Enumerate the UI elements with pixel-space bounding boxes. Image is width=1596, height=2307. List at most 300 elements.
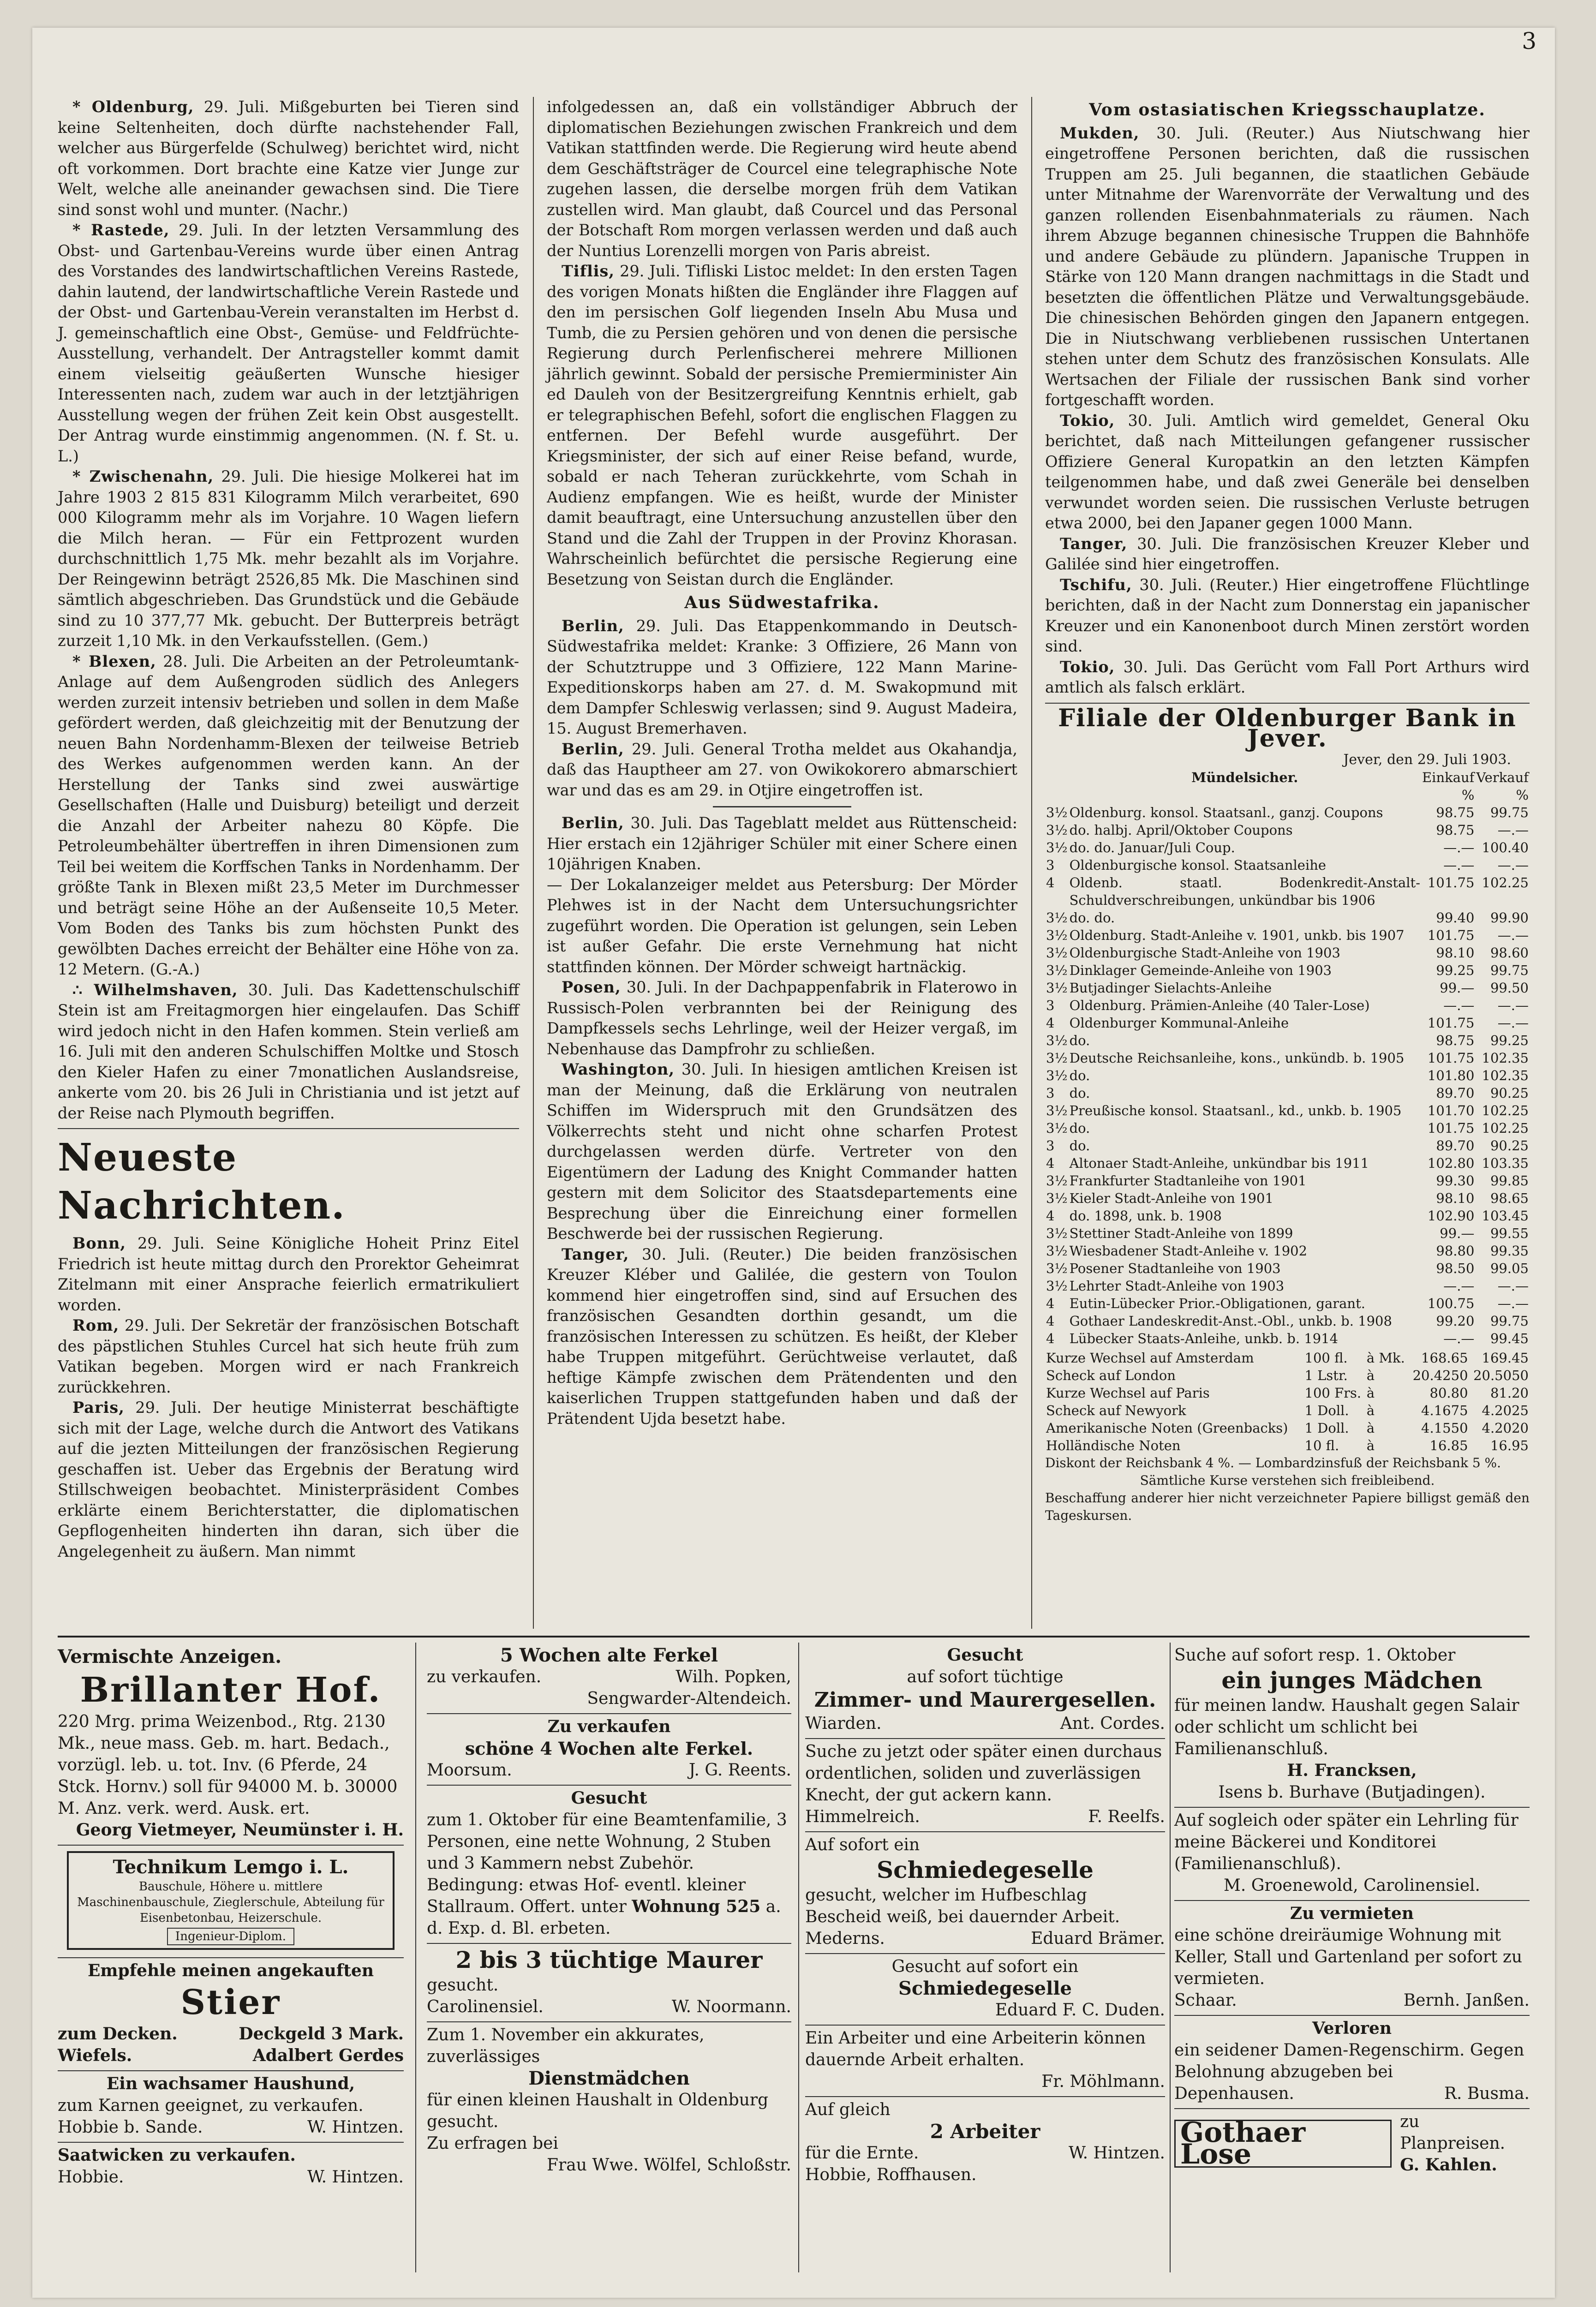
article-text: 29. Juli. General Trotha meldet aus Okahandja, daß das Hauptheer am 27. von Owikokorero abmarschiert war und das es am 29. in Otjire eingetroffen ist. (547, 740, 1017, 799)
column-3 (1045, 97, 1530, 1524)
bank-note: Beschaffung anderer hier nicht verzeichneter Papiere billigst gemäß den Tageskursen. (1045, 1490, 1530, 1523)
ads-column-4 (1174, 1643, 1530, 2272)
bank-sell: 102.35 (1482, 1050, 1529, 1066)
ad-text: Auf sofort ein (805, 1835, 920, 1854)
article-dateline: Mukden, (1060, 124, 1140, 142)
exchange-sell: 169.45 (1482, 1350, 1529, 1366)
divider (58, 1128, 519, 1129)
bank-sell: 102.25 (1482, 1120, 1529, 1136)
column-rule (415, 1643, 416, 2272)
bank-security: do. 1898, unk. b. 1908 (1069, 1207, 1222, 1224)
exchange-sell: 20.5050 (1473, 1367, 1529, 1383)
article (547, 1244, 1017, 1429)
bank-sell: 102.25 (1482, 874, 1529, 891)
exchange-unit: 1 Doll. (1304, 1402, 1349, 1418)
ad-text: schöne 4 Wochen alte Ferkel. (465, 1738, 753, 1759)
ad-schmiedegeselle-2 (805, 1954, 1165, 2026)
bank-row (1045, 1137, 1530, 1154)
bank-buy: 98.10 (1436, 944, 1475, 961)
bank-discount: Diskont der Reichsbank 4 %. — Lombardzinsfuß der Reichsbank 5 %. (1045, 1455, 1501, 1470)
column-1 (58, 97, 519, 1562)
bank-security: Kieler Stadt-Anleihe von 1901 (1069, 1190, 1273, 1206)
ad-signature: Hobbie b. Sande. W. Hintzen. (58, 2118, 404, 2137)
ad-text: ein seidener Damen-Regenschirm. Gegen Belohnung abzugeben bei (1174, 2041, 1524, 2081)
bank-rate: 3½ (1046, 1120, 1068, 1136)
bank-sell: 99.25 (1490, 1032, 1529, 1048)
bank-note: Sämtliche Kurse verstehen sich freibleibend. (1140, 1472, 1435, 1488)
exchange-sep: à (1366, 1385, 1375, 1401)
article-dateline: Tschifu, (1060, 575, 1132, 594)
bank-rate: 3½ (1046, 909, 1068, 926)
ad-title: ein junges Mädchen (1221, 1667, 1482, 1694)
article (547, 616, 1017, 739)
ad-signature: Eduard F. C. Duden. (995, 2001, 1165, 2020)
bank-row (1045, 979, 1530, 997)
bank-row (1045, 1014, 1530, 1032)
bank-sell: 99.50 (1490, 980, 1529, 996)
bank-row (1045, 1189, 1530, 1207)
bank-rate: 3½ (1046, 980, 1068, 996)
bank-row (1045, 1067, 1530, 1084)
bank-title: Filiale der Oldenburger Bank in Jever. (1058, 704, 1517, 753)
ad-title: Gothaer Lose (1174, 2120, 1392, 2168)
exchange-buy: 168.65 (1421, 1350, 1468, 1366)
article-text: 30. Juli. Die französischen Kreuzer Kleber und Galilée sind hier eingetroffen. (1045, 534, 1530, 573)
article (1045, 123, 1530, 411)
ad-text: Auf gleich (805, 2100, 891, 2119)
column-rule (533, 97, 534, 1629)
article (1045, 657, 1530, 698)
ad-maurer (427, 1944, 791, 2022)
bank-buy: 98.80 (1436, 1243, 1475, 1259)
ad-text: zum 1. Oktober für eine Beamtenfamilie, 3 Personen, eine nette Wohnung, 2 Stuben und 3 Kammern nebst Zubehör. Bedingung: etwas Hof- eventl. kleiner Stallraum. Offert. unter Wohnung 525 a. d. Exp. d. Bl. erbeten. (427, 1811, 787, 1938)
article (58, 980, 519, 1124)
article (547, 261, 1017, 590)
bank-rate: 4 (1046, 874, 1055, 891)
bank-security: Frankfurter Stadtanleihe von 1901 (1069, 1172, 1307, 1189)
bank-sell: 99.45 (1490, 1330, 1529, 1346)
ad-zimmer-maurergesellen (805, 1643, 1165, 1739)
article-dateline: Paris, (72, 1399, 125, 1416)
southwest-africa-news (547, 616, 1017, 801)
exchange-unit: 100 Frs. (1304, 1385, 1362, 1401)
bank-row (1045, 856, 1530, 874)
bank-buy: 102.90 (1427, 1207, 1475, 1224)
article-text: 29. Juli. In der letzten Versammlung des Obst- und Gartenbau-Vereins wurde über einen Antrag des Vorstandes des landwirtschaftlichen Vereins Rastede, dahin lautend, der landwirtschaftliche Verein Rastede und der Obst- und Gartenbau-Verein veranstalten im Herbst d. J. gemeinschaftlich eine Obst-, Gemüse- und Feldfrüchte-Ausstellung, verhandelt. Der Antragsteller kommt damit einem vielseitig geäußerten Wunsche hiesiger Interessenten nach, zudem war auch in der letztjährigen Ausstellung wegen der frühen Zeit kein Obst ausgestellt. Der Antrag wurde einstimmig angenommen. (N. f. St. u. L.) (58, 221, 520, 465)
ad-lehrling (1174, 1808, 1530, 1901)
bank-buy: 99.— (1440, 1225, 1475, 1241)
ad-signature: Wiarden. Ant. Cordes. (805, 1714, 1165, 1733)
ad-2-arbeiter (805, 2097, 1165, 2189)
bank-rate: 4 (1046, 1015, 1055, 1031)
bank-security: Wiesbadener Stadt-Anleihe v. 1902 (1069, 1243, 1308, 1259)
article-dateline: Washington, (562, 1060, 675, 1078)
ad-text: Suche zu jetzt oder später einen durchaus ordentlichen, soliden und zuverlässigen Knecht, der gut ackern kann. (805, 1742, 1162, 1805)
exchange-unit: 100 fl. (1304, 1350, 1348, 1366)
ad-signature: Sengwarder-Altendeich. (587, 1689, 791, 1708)
ad-signature: Wiefels. Adalbert Gerdes (58, 2046, 404, 2065)
article-text: 29. Juli. Mißgeburten bei Tieren sind keine Seltenheiten, doch dürfte nachstehender Fall, welcher aus Bürgerfelde (Schulweg) berichtet wird, nicht oft vorkommen. Dort brachte eine Katze vier Junge zur Welt, welche alle aneinander gewachsen sind. Die Tiere sind sonst wohl und munter. (Nachr.) (58, 98, 519, 219)
article-dateline: Berlin, (562, 616, 624, 635)
bank-sell: —.— (1497, 1278, 1529, 1294)
bank-buy: 101.75 (1427, 1015, 1475, 1031)
bank-security: Oldenburg. konsol. Staatsanl., ganzj. Coupons (1069, 804, 1383, 820)
exchange-sep: à (1366, 1402, 1375, 1418)
bank-row (1045, 804, 1530, 821)
ad-text: Ein Arbeiter und eine Arbeiterin können dauernde Arbeit erhalten. (805, 2029, 1146, 2069)
bank-rate: 3 (1046, 1085, 1055, 1101)
article (58, 466, 519, 651)
article-dateline: Posen, (562, 978, 621, 996)
bank-buy: 102.80 (1427, 1155, 1475, 1171)
bank-rate: 3 (1046, 997, 1055, 1013)
bank-date: Jever, den 29. Juli 1903. (1343, 751, 1511, 768)
article-dateline: * Blexen, (72, 652, 156, 670)
bank-buy: 99.— (1440, 980, 1475, 996)
bank-sell: 103.45 (1482, 1207, 1529, 1224)
ad-stier (58, 1958, 404, 2071)
article-dateline: Berlin, (562, 740, 624, 758)
bank-row (1045, 839, 1530, 856)
ad-title: Ein wachsamer Haushund, (106, 2074, 355, 2093)
bank-rate: 4 (1046, 1295, 1055, 1311)
ad-signature: Hobbie, Roffhausen. (805, 2165, 977, 2184)
ad-text: zu Planpreisen. G. Kahlen. (1400, 2112, 1506, 2175)
ad-title: Schmiedegeselle (877, 1856, 1094, 1883)
ad-text: für meinen landw. Haushalt gegen Salair oder schlicht um schlicht bei Familienanschluß. (1174, 1696, 1519, 1758)
bank-buy: 101.75 (1427, 927, 1475, 943)
bank-security: Eutin-Lübecker Prior.-Obligationen, garant. (1069, 1295, 1365, 1311)
exchange-unit: 10 fl. (1304, 1437, 1339, 1453)
ad-signature: Mederns. Eduard Brämer. (805, 1929, 1165, 1948)
bank-security: Deutsche Reichsanleihe, kons., unkündb. b. 1905 (1069, 1050, 1405, 1066)
exchange-row (1045, 1437, 1530, 1454)
bank-buy: 89.70 (1436, 1137, 1475, 1154)
article (547, 97, 1017, 261)
article-text: 30. Juli. In hiesigen amtlichen Kreisen ist man der Meinung, daß die Erklärung von neutralen Schiffen im Widerspruch mit den Grundsätzen des Völkerrechts steht und nicht ohne scharfen Protest durchgelassen werden dürfe. Vertreter von den Eigentümern der Ladung des Knight Commander hatten gestern mit dem Solicitor des Staatsdepartements eine Besprechung über die Einreichung einer formellen Beschwerde bei der russischen Regierung. (547, 1060, 1017, 1243)
ads-column-2 (427, 1643, 791, 2272)
bank-security: Butjadinger Sielachts-Anleihe (1069, 980, 1272, 996)
bank-rate: 3½ (1046, 1050, 1068, 1066)
column-rule (1170, 1643, 1171, 2272)
bank-sell: 90.25 (1490, 1085, 1529, 1101)
bank-row (1045, 944, 1530, 962)
bank-row (1045, 1119, 1530, 1137)
bank-sell: —.— (1497, 857, 1529, 873)
article-dateline: * Zwischenahn, (72, 467, 214, 485)
exchange-item: Scheck auf Newyork (1046, 1402, 1186, 1418)
ad-line: zum Decken. Deckgeld 3 Mark. (58, 2024, 404, 2044)
bank-buy: 98.50 (1436, 1260, 1475, 1276)
exchange-table (1045, 1349, 1530, 1454)
exchange-buy: 4.1550 (1421, 1420, 1468, 1436)
bank-row (1045, 1172, 1530, 1189)
bank-sell: —.— (1497, 1295, 1529, 1311)
news-section (58, 97, 1530, 1633)
article (547, 1059, 1017, 1244)
bank-buy: 99.25 (1436, 962, 1475, 978)
article (58, 651, 519, 980)
ad-signature: M. Groenewold, Carolinensiel. (1224, 1876, 1480, 1895)
article-dateline: Tanger, (1060, 534, 1128, 553)
bank-rate: 4 (1046, 1330, 1055, 1346)
bank-sell: 99.75 (1490, 962, 1529, 978)
war-news (1045, 123, 1530, 698)
bank-buy: —.— (1443, 1330, 1475, 1346)
bank-row (1045, 926, 1530, 944)
article (58, 1315, 519, 1398)
article-text: 30. Juli. Das Kadettenschulschiff Stein ist am Freitagmorgen hier eingelaufen. Das Schiff wird jedoch nicht in den Hafen kommen. Stein verließ am 16. Juli mit den anderen Schulschiffen Moltke und Stosch den Kieler Hafen zu einer 7monatlichen Auslandsreise, ankerte vom 20. bis 26 Juli in Christiania und ist jetzt auf der Reise nach Plymouth begriffen. (58, 980, 520, 1122)
bank-buy: 98.75 (1436, 1032, 1475, 1048)
article (58, 1233, 519, 1315)
ad-title: Zu verkaufen (547, 1717, 671, 1736)
bank-buy: —.— (1443, 857, 1475, 873)
ad-title: Schmiedegeselle (898, 1978, 1072, 1999)
ad-text: Suche auf sofort resp. 1. Oktober (1174, 1646, 1456, 1665)
ad-signature: Fr. Möhlmann. (1041, 2072, 1165, 2091)
ad-signature: Carolinensiel. W. Noormann. (427, 1997, 791, 2016)
ad-gothaer-lose (1174, 2109, 1530, 2180)
bank-row (1045, 1295, 1530, 1312)
bank-security: do. halbj. April/Oktober Coupons (1069, 822, 1293, 838)
bank-sell: —.— (1497, 822, 1529, 838)
newspaper-page (32, 28, 1555, 2298)
bank-security: Altonaer Stadt-Anleihe, unkündbar bis 1911 (1069, 1155, 1369, 1171)
ad-title: Gesucht (571, 1788, 647, 1808)
ad-text: Empfehle meinen angekauften (87, 1961, 374, 1980)
article-text: 30. Juli. Amtlich wird gemeldet, General Oku berichtet, daß nach Mitteilungen gefangener russischer Offiziere General Kuropatkin an den letzten Kämpfen teilgenommen habe, und daß zwei Generäle bei denselben verwundet worden seien. Die russischen Verluste betrugen etwa 2000, bei den Japaner gegen 1000 Mann. (1045, 411, 1530, 532)
exchange-sep: à (1366, 1437, 1375, 1453)
ad-title: Brillanter Hof. (80, 1670, 382, 1710)
article-dateline: Tokio, (1060, 411, 1115, 430)
header-verkauf: Verkauf % (1476, 769, 1529, 803)
ad-verloren (1174, 2016, 1530, 2109)
bank-sell: 100.40 (1482, 839, 1529, 855)
technikum-diploma: Ingenieur-Diplom. (167, 1928, 294, 1945)
technikum-title: Technikum Lemgo i. L. (113, 1856, 349, 1878)
article-dateline: * Oldenburg, (72, 98, 194, 116)
bank-security: Oldenburg. Stadt-Anleihe v. 1901, unkb. bis 1907 (1069, 927, 1405, 943)
bank-rate: 3½ (1046, 1278, 1068, 1294)
ad-dienstmaedchen (427, 2022, 791, 2180)
bank-security: do. (1069, 1137, 1090, 1154)
ad-zu-vermieten (1174, 1901, 1530, 2016)
bank-security: do. (1069, 1067, 1090, 1083)
ad-signature: Depenhausen. R. Busma. (1174, 2084, 1530, 2103)
bank-row (1045, 1312, 1530, 1330)
article (547, 739, 1017, 801)
bank-security: Gothaer Landeskredit-Anst.-Obl., unkb. b. 1908 (1069, 1313, 1392, 1329)
exchange-sep: à (1366, 1367, 1375, 1383)
bank-buy: —.— (1443, 997, 1475, 1013)
bank-rate: 3½ (1046, 804, 1068, 820)
article-text: 29. Juli. Seine Königliche Hoheit Prinz Eitel Friedrich ist heute mittag durch den Prorektor Geheimrat Zitelmann mit einer Ansprache feierlich ermatrikuliert worden. (58, 1234, 519, 1314)
bank-row (1045, 821, 1530, 839)
article (547, 813, 1017, 875)
gotha-row (1174, 2111, 1530, 2176)
bank-buy: 99.20 (1436, 1313, 1475, 1329)
bank-security: Oldenb. staatl. Bodenkredit-Anstalt-Schuldverschreibungen, unkündbar bis 1906 (1069, 874, 1420, 908)
heading-vermischte-anzeigen: Vermischte Anzeigen. (58, 1646, 282, 1667)
bank-row (1045, 1225, 1530, 1242)
article-text: 30. Juli. In der Dachpappenfabrik in Flaterowo in Russisch-Polen verbrannten bei der Reinigung des Dampfkessels sechs Lehrlinge, weil der Heizer vergaß, im Nebenhause das Dampfrohr zu schließen. (547, 978, 1017, 1058)
bank-rate: 3½ (1046, 1190, 1068, 1206)
article (1045, 575, 1530, 657)
ad-title: Dienstmädchen (528, 2068, 690, 2089)
bank-rate: 3½ (1046, 962, 1068, 978)
bank-rate: 3½ (1046, 1225, 1068, 1241)
article (58, 220, 519, 466)
latest-news (58, 1233, 519, 1562)
bank-sell: 98.60 (1490, 944, 1529, 961)
exchange-row (1045, 1349, 1530, 1367)
article-text: 29. Juli. Die hiesige Molkerei hat im Jahre 1903 2 815 831 Kilogramm Milch verarbeitet, 690 000 Kilogramm mehr als im Vorjahre. 10 Wagen liefern die Milch heran. — Für ein Fettprozent wurden durchschnittlich 1,75 Mk. mehr bezahlt als im Vorjahre. Der Reingewinn beträgt 2526,85 Mk. Die Maschinen sind sämtlich abgeschrieben. Das Grundstück und die Gebäude sind zu 10 377,77 Mk. gebucht. Der Butterpreis beträgt zurzeit 1,10 Mk. in den Verkaufsstellen. (Gem.) (58, 467, 519, 650)
bank-header-row (1045, 769, 1530, 804)
ad-signature: Georg Vietmeyer, Neumünster i. H. (76, 1820, 404, 1840)
bank-sell: 99.75 (1490, 804, 1529, 820)
bank-rate: 3 (1046, 857, 1055, 873)
bank-buy: 101.75 (1427, 1050, 1475, 1066)
column-2 (547, 97, 1017, 1429)
bank-security: do. (1069, 1085, 1090, 1101)
header-mundelsicher: Mündelsicher. (1191, 769, 1298, 785)
bank-security: do. do. Januar/Juli Coup. (1069, 839, 1235, 855)
bank-sell: 99.85 (1490, 1172, 1529, 1189)
ad-title: Zu vermieten (1290, 1904, 1414, 1923)
ad-signature: Frau Wwe. Wölfel, Schloßstr. (547, 2156, 791, 2175)
bank-sell: 98.65 (1490, 1190, 1529, 1206)
bank-rate: 3½ (1046, 822, 1068, 838)
bank-sell: —.— (1497, 1015, 1529, 1031)
bank-rate: 3½ (1046, 1067, 1068, 1083)
ad-title: 2 bis 3 tüchtige Maurer (455, 1946, 763, 1973)
exchange-item: Kurze Wechsel auf Paris (1046, 1385, 1210, 1401)
column-rule (798, 1643, 799, 2272)
article-text: 29. Juli. Der heutige Ministerrat beschäftigte sich mit der Lage, welche durch die Antwort des Vatikans auf die jezten Mitteilungen der französischen Regierung geschaffen ist. Ueber das Ergebnis der Beratung wird Stillschweigen beobachtet. Ministerpräsident Combes erklärte einem Berichterstatter, die diplomatischen Gepflogenheiten hinderten ihn daran, sich über die Angelegenheit zu äußern. Man nimmt (58, 1399, 519, 1560)
bank-sell: —.— (1497, 927, 1529, 943)
ad-title: Zimmer- und Maurergesellen. (814, 1688, 1156, 1712)
bank-security: Preußische konsol. Staatsanl., kd., unkb. b. 1905 (1069, 1102, 1402, 1118)
bank-security: do. (1069, 1120, 1090, 1136)
article (1045, 411, 1530, 534)
article-text: 29. Juli. Tifliski Listoc meldet: In den ersten Tagen des vorigen Monats hißten die Engländer ihre Flaggen auf den im persischen Golf liegenden Inseln Abu Musa und Tumb, die zu Persien gehören und von denen die persische Regierung durch Perlenfischerei mehrere Millionen jährlich gewinnt. Sobald der persische Premierminister Ain ed Dauleh von der Besitzergreifung Kenntnis erhielt, gab er telegraphischen Befehl, sofort die englischen Flaggen zu entfernen. Der Befehl wurde ausgeführt. Der Kriegsminister, der sich auf einer Reise befand, wurde, sobald er nach Teheran zurückkehrte, vom Schah in Audienz empfangen. Wie es heißt, wurde der Minister damit beauftragt, eine Untersuchung anzustellen über den Stand und die Zahl der Truppen in der Provinz Khorasan. Wahrscheinlich befürchtet die persische Regierung eine Besetzung von Seistan durch die Engländer. (547, 262, 1017, 588)
ad-brillanter-hof (58, 1643, 404, 1846)
ad-ferkel (427, 1643, 791, 1714)
article-text: 30. Juli. (Reuter.) Hier eingetroffene Flüchtlinge berichten, daß in der Nacht zum Donnerstag ein japanischer Kreuzer und ein Kanonenboot durch Minen zerstört worden sind. (1045, 575, 1530, 655)
article-dateline: Tokio, (1060, 657, 1115, 676)
ad-text: für einen kleinen Haushalt in Oldenburg gesucht. (427, 2091, 769, 2131)
ad-title: 2 Arbeiter (930, 2120, 1040, 2143)
bank-security: Dinklager Gemeinde-Anleihe von 1903 (1069, 962, 1332, 978)
ad-title: Saatwicken zu verkaufen. (58, 2146, 296, 2165)
ad-text: Zum 1. November ein akkurates, zuverlässiges (427, 2026, 705, 2066)
bank-buy: 101.70 (1427, 1102, 1475, 1118)
article-text: 30. Juli. Das Tageblatt meldet aus Rüttenscheid: Hier erstach ein 12jähriger Schüler mit einer Schere einen 10jährigen Knaben. (547, 814, 1017, 873)
bank-rate: 3½ (1046, 1260, 1068, 1276)
more-news (547, 813, 1017, 1429)
exchange-item: Kurze Wechsel auf Amsterdam (1046, 1350, 1254, 1366)
exchange-row (1045, 1367, 1530, 1384)
bank-sell: 103.35 (1482, 1155, 1529, 1171)
article-dateline: Rom, (72, 1316, 120, 1334)
bank-row (1045, 997, 1530, 1014)
exchange-buy: 20.4250 (1412, 1367, 1468, 1383)
bank-row (1045, 1260, 1530, 1277)
bank-security: Lehrter Stadt-Anleihe von 1903 (1069, 1278, 1285, 1294)
bank-row (1045, 962, 1530, 979)
article-text: 28. Juli. Die Arbeiten an der Petroleumtank-Anlage auf dem Außengroden südlich des Anlegers werden zurzeit intensiv betrieben und sollen in dem Maße gefördert werden, daß gleichzeitig mit der Benutzung der neuen Bahn Nordenhamm-Blexen der teilweise Betrieb des Werkes aufgenommen werden kann. An der Herstellung der Tanks sind zwei auswärtige Gesellschaften (Halle und Duisburg) beteiligt und derzeit die Anzahl der Arbeiter nahezu 80 Köpfe. Die Petroleumbehälter übertreffen in ihren Dimensionen zum Teil bei weitem die Korffschen Tanks in Nordenhamm. Der größte Tank in Blexen mißt 23,5 Meter im Durchmesser und beträgt seine Höhe an der Außenseite 10,5 Meter. Vom Boden des Tanks bis zum höchsten Punkt des gewölbten Daches erreicht der Behälter eine Höhe von za. 12 Metern. (G.-A.) (58, 652, 520, 978)
exchange-row (1045, 1419, 1530, 1437)
bank-buy: 101.75 (1427, 874, 1475, 891)
bank-sell: 102.25 (1482, 1102, 1529, 1118)
article-dateline: * Rastede, (72, 221, 170, 239)
technikum-text: Bauschule, Höhere u. mittlere Maschinenbauschule, Zieglerschule, Abteilung für Eisenbetonbau, Heizerschule. (77, 1880, 384, 1925)
article-text: 30. Juli. (Reuter.) Die beiden französischen Kreuzer Kléber und Galilée, die gestern von Toulon kommend hier eingetroffen sind, sind auf Ersuchen des französischen Gesandten dorthin gesandt, um die französischen Interessen zu schützen. Es heißt, der Kleber habe Truppen mitgeführt. Gerüchtweise verlautet, daß heftige Kämpfe zwischen dem Prätendenten und den kaiserlichen Truppen stattgefunden haben und daß der Prätendent Ujda besetzt habe. (547, 1245, 1017, 1428)
bank-buy: 98.10 (1436, 1190, 1475, 1206)
exchange-row (1045, 1402, 1530, 1419)
heading-neueste-nachrichten: Neueste Nachrichten. (58, 1136, 346, 1228)
bank-row (1045, 1102, 1530, 1119)
ad-title: Verloren (1312, 2019, 1392, 2038)
page-number: 3 (1522, 28, 1536, 54)
article-dateline: Berlin, (562, 814, 624, 832)
technikum-box (67, 1851, 395, 1950)
ad-text: Auf sogleich oder später ein Lehrling für meine Bäckerei und Konditorei (Familienanschluß). (1174, 1811, 1518, 1873)
bank-quotes (1045, 704, 1530, 1524)
bank-rate: 4 (1046, 1155, 1055, 1171)
bank-buy: 98.75 (1436, 804, 1475, 820)
bank-row (1045, 909, 1530, 926)
article-dateline: Tiflis, (562, 262, 615, 280)
bank-buy: 89.70 (1436, 1085, 1475, 1101)
ad-junges-maedchen (1174, 1643, 1530, 1808)
ads-column-3 (805, 1643, 1165, 2272)
exchange-unit: 1 Lstr. (1304, 1367, 1348, 1383)
article (547, 875, 1017, 978)
bank-security: Oldenburg. Prämien-Anleihe (40 Taler-Lose) (1069, 997, 1370, 1013)
heading-kriegsschauplatz: Vom ostasiatischen Kriegsschauplatze. (1089, 100, 1486, 120)
bank-row (1045, 1242, 1530, 1260)
ad-wohnung-gesucht (427, 1786, 791, 1944)
ad-title: 5 Wochen alte Ferkel (500, 1644, 718, 1666)
exchange-unit: 1 Doll. (1304, 1420, 1349, 1436)
ads-rule (58, 1636, 1530, 1638)
bank-security: Stettiner Stadt-Anleihe von 1899 (1069, 1225, 1293, 1241)
bank-rate: 3½ (1046, 1032, 1068, 1048)
bank-buy: 100.75 (1427, 1295, 1475, 1311)
ad-place: Isens b. Burhave (Butjadingen). (1218, 1783, 1486, 1802)
exchange-sep: à (1366, 1420, 1375, 1436)
exchange-buy: 16.85 (1429, 1437, 1468, 1453)
bank-row (1045, 1032, 1530, 1049)
bank-buy: 101.75 (1427, 1120, 1475, 1136)
bank-sell: —.— (1497, 997, 1529, 1013)
bank-sell: 99.55 (1490, 1225, 1529, 1241)
bank-buy: —.— (1443, 839, 1475, 855)
ad-arbeiter (805, 2026, 1165, 2097)
bank-rate: 3½ (1046, 927, 1068, 943)
ad-text: gesucht, welcher im Hufbeschlag Bescheid weiß, bei dauernder Arbeit. (805, 1886, 1120, 1926)
article-text: infolgedessen an, daß ein vollständiger Abbruch der diplomatischen Beziehungen zwischen Frankreich und dem Vatikan stattfinden werde. Die Regierung wird heute abend dem Geschäftsträger de Courcel eine telegraphische Note zugehen lassen, die derselbe morgen früh dem Vatikan zustellen wird. Man glaubt, daß Courcel und das Personal der Botschaft Rom morgen verlassen werden und daß auch der Nuntius Lorenzelli morgen von Paris abreist. (547, 98, 1017, 260)
ad-technikum (58, 1846, 404, 1958)
bank-security: Posener Stadtanleihe von 1903 (1069, 1260, 1281, 1276)
bank-buy: 99.30 (1436, 1172, 1475, 1189)
foreign-news (547, 97, 1017, 590)
ad-title: Stier (180, 1983, 281, 2022)
divider (713, 806, 851, 807)
ad-saatwicken (58, 2143, 404, 2192)
header-einkauf: Einkauf % (1422, 769, 1475, 803)
